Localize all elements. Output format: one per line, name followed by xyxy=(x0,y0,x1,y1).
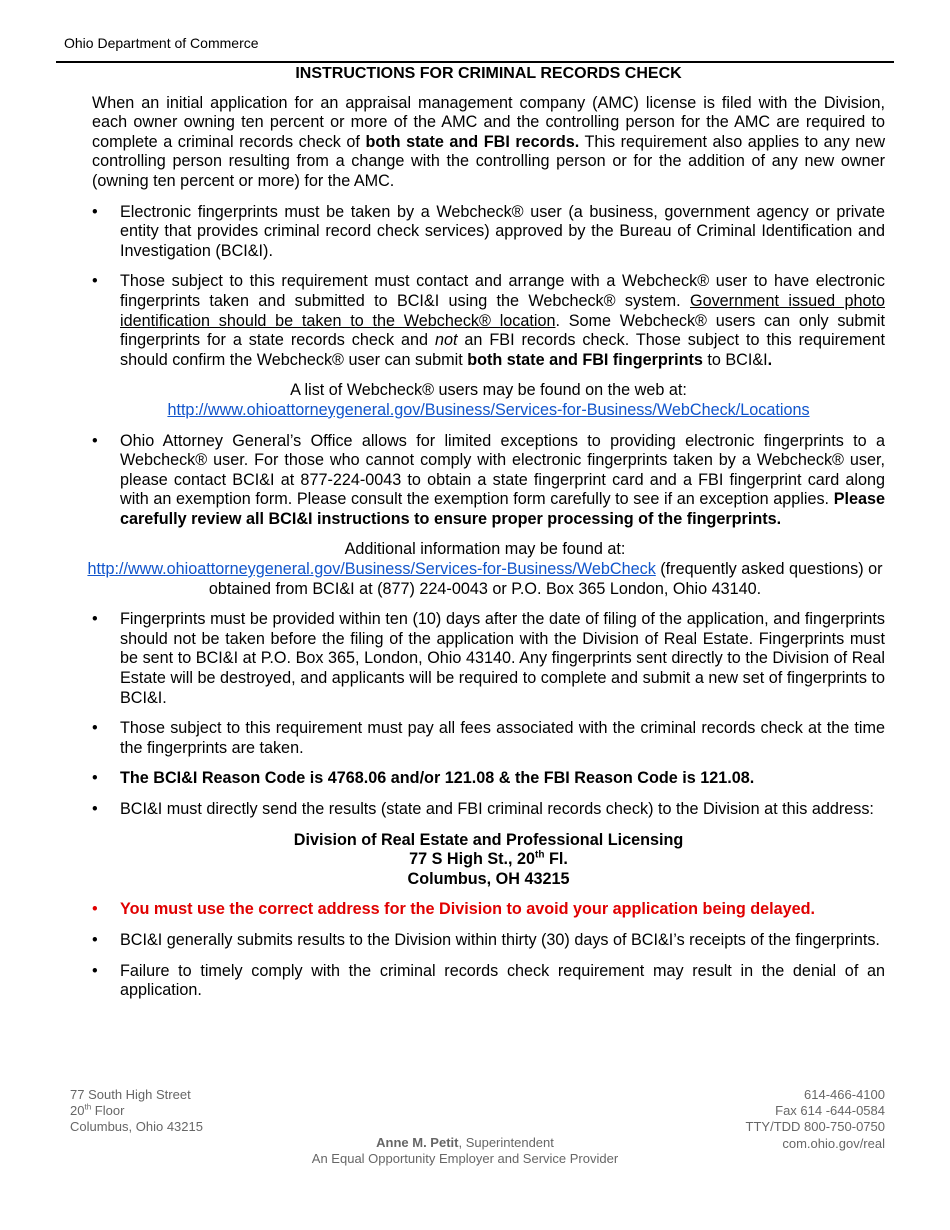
bullet-dot: • xyxy=(92,610,98,629)
footer-website: com.ohio.gov/real xyxy=(782,1135,885,1151)
bullet-dot: • xyxy=(92,800,98,818)
bullet-send-results xyxy=(92,800,885,820)
bullet-text: Ohio Attorney General’s Office allows for limited exceptions to providing electronic fingerprints to a Webcheck® user. For those who cannot comply with electronic fingerprints taken by a Webcheck® user, please contact BCI&I at 877-224-0043 to obtain a state fingerprint card and a FBI fingerprint card along with an exemption form. Please consult the exemption form carefully to see if an exception applies. xyxy=(120,431,885,509)
footer-superintendent xyxy=(0,1135,930,1167)
bullet-ten-days xyxy=(92,610,885,708)
bullet-bold: Please carefully review all BCI&I instructions to ensure proper processing of the fingerprints. xyxy=(120,490,885,528)
floor-text: Floor xyxy=(91,1103,125,1119)
page-title: INSTRUCTIONS FOR CRIMINAL RECORDS CHECK xyxy=(295,65,682,82)
intro-text-1: When an initial application for an appraisal management company (AMC) license is filed with the Division, each owner owning ten percent or more of the AMC and the controlling person for the AMC are required to complete a criminal records check of xyxy=(92,93,885,151)
webcheck-list-block xyxy=(92,381,885,420)
bullet-text: BCI&I generally submits results to the Division within thirty (30) days of BCI&I’s receipts of the fingerprints. xyxy=(120,930,880,949)
bullet-dot: • xyxy=(92,431,98,450)
bullet-exceptions xyxy=(92,432,885,530)
header-organization: Ohio Department of Commerce xyxy=(64,35,259,51)
bullet-dot: • xyxy=(92,719,98,738)
bullet-reason-code xyxy=(92,769,885,789)
document-body xyxy=(87,64,886,1012)
footer-phone: 614-466-4100 xyxy=(804,1087,885,1102)
intro-paragraph xyxy=(92,94,885,192)
photo-id-note: Government issued photo identification should be taken to the Webcheck® location xyxy=(120,291,885,330)
webcheck-faq-link[interactable]: http://www.ohioattorneygeneral.gov/Business/Services-for-Business/WebCheck xyxy=(87,560,656,579)
bullet-dot: • xyxy=(92,961,98,980)
header-divider xyxy=(56,61,894,63)
bullet-electronic-fingerprints xyxy=(92,203,885,262)
superintendent-name: Anne M. Petit xyxy=(376,1135,459,1150)
bullet-text: Those subject to this requirement must pay all fees associated with the criminal records check at the time the fingerprints are taken. xyxy=(120,719,885,757)
bullet-dot: • xyxy=(92,900,98,919)
intro-bold: both state and FBI records. xyxy=(365,132,580,151)
division-address xyxy=(92,831,885,890)
bullet-correct-address-warning xyxy=(92,900,885,920)
footer-tty: TTY/TDD 800-750-0750 xyxy=(745,1119,885,1135)
bullet-text: . Some Webcheck® users can only submit fingerprints for a state records check and xyxy=(120,311,886,350)
footer-fax: Fax 614 -644-0584 xyxy=(775,1103,885,1119)
street-suffix: Fl. xyxy=(544,850,568,869)
bullet-dot: • xyxy=(92,202,98,221)
webcheck-locations-link[interactable]: http://www.ohioattorneygeneral.gov/Business/Services-for-Business/WebCheck/Locations xyxy=(167,400,810,419)
footer-address xyxy=(70,1087,203,1136)
bullet-text: Failure to timely comply with the criminal records check requirement may result in the denial of an application. xyxy=(120,961,885,1000)
footer-floor xyxy=(70,1103,203,1119)
bullet-text: an FBI records check. Those subject to this requirement should confirm the Webcheck® user can submit xyxy=(120,331,885,369)
footer-street: 77 South High Street xyxy=(70,1087,191,1102)
additional-info-line xyxy=(70,560,900,580)
superintendent-role: , Superintendent xyxy=(458,1135,554,1150)
bullet-text: to BCI&I xyxy=(702,350,768,369)
additional-info-contact: obtained from BCI&I at (877) 224-0043 or P.O. Box 365 London, Ohio 43140. xyxy=(208,579,762,598)
webcheck-list-text: A list of Webcheck® users may be found on the web at: xyxy=(290,381,687,400)
bullet-arrange-webcheck xyxy=(92,272,885,370)
bullet-text: Those subject to this requirement must contact and arrange with a Webcheck® user to have electronic fingerprints taken and submitted to BCI&I using the Webcheck® system. xyxy=(120,272,885,310)
reason-code-text: The BCI&I Reason Code is 4768.06 and/or 121.08 & the FBI Reason Code is 121.08. xyxy=(120,769,755,788)
bullet-text: BCI&I must directly send the results (state and FBI criminal records check) to the Division at this address: xyxy=(120,800,874,818)
bullet-bold: both state and FBI fingerprints xyxy=(467,350,703,369)
bullet-bold-period: . xyxy=(767,350,773,369)
street-sup: th xyxy=(535,849,545,861)
footer-tagline: An Equal Opportunity Employer and Service Provider xyxy=(311,1151,619,1167)
bullet-dot: • xyxy=(92,930,98,949)
emphasis-not: not xyxy=(434,331,458,350)
footer-superintendent-line xyxy=(0,1135,930,1151)
floor-sup: th xyxy=(84,1102,92,1112)
division-name: Division of Real Estate and Professional Licensing xyxy=(293,830,684,849)
bullet-thirty-days xyxy=(92,931,885,951)
bullet-failure-to-comply xyxy=(92,962,885,1001)
division-street xyxy=(92,850,885,870)
additional-info-text: Additional information may be found at: xyxy=(344,540,626,559)
additional-info-block xyxy=(70,540,900,599)
additional-info-suffix: (frequently asked questions) or xyxy=(655,560,883,579)
warning-text: You must use the correct address for the Division to avoid your application being delayed. xyxy=(120,900,816,919)
bullet-dot: • xyxy=(92,272,98,291)
floor-number: 20 xyxy=(70,1103,85,1119)
intro-text-2: This requirement also applies to any new controlling person resulting from a change with the controlling person or for the addition of any new owner (owning ten percent or more) for the AMC. xyxy=(92,132,886,190)
bullet-dot: • xyxy=(92,769,98,788)
division-city: Columbus, OH 43215 xyxy=(407,869,570,888)
street-text: 77 S High St., 20 xyxy=(409,850,536,869)
footer-city: Columbus, Ohio 43215 xyxy=(70,1119,203,1135)
bullet-text: Fingerprints must be provided within ten (10) days after the date of filing of the application, and fingerprints should not be taken before the filing of the application with the Division of Real Estate. Fingerprints must be sent to BCI&I at P.O. Box 365, London, Ohio 43140. Any fingerprints sent directly to the Division of Real Estate will be destroyed, and applicants will be required to complete and submit a new set of fingerprints to BCI&I. xyxy=(120,610,885,707)
bullet-fees xyxy=(92,719,885,758)
bullet-text: Electronic fingerprints must be taken by a Webcheck® user (a business, government agency or private entity that provides criminal record check services) approved by the Bureau of Criminal Identification and Investigation (BCI&I). xyxy=(120,202,885,260)
